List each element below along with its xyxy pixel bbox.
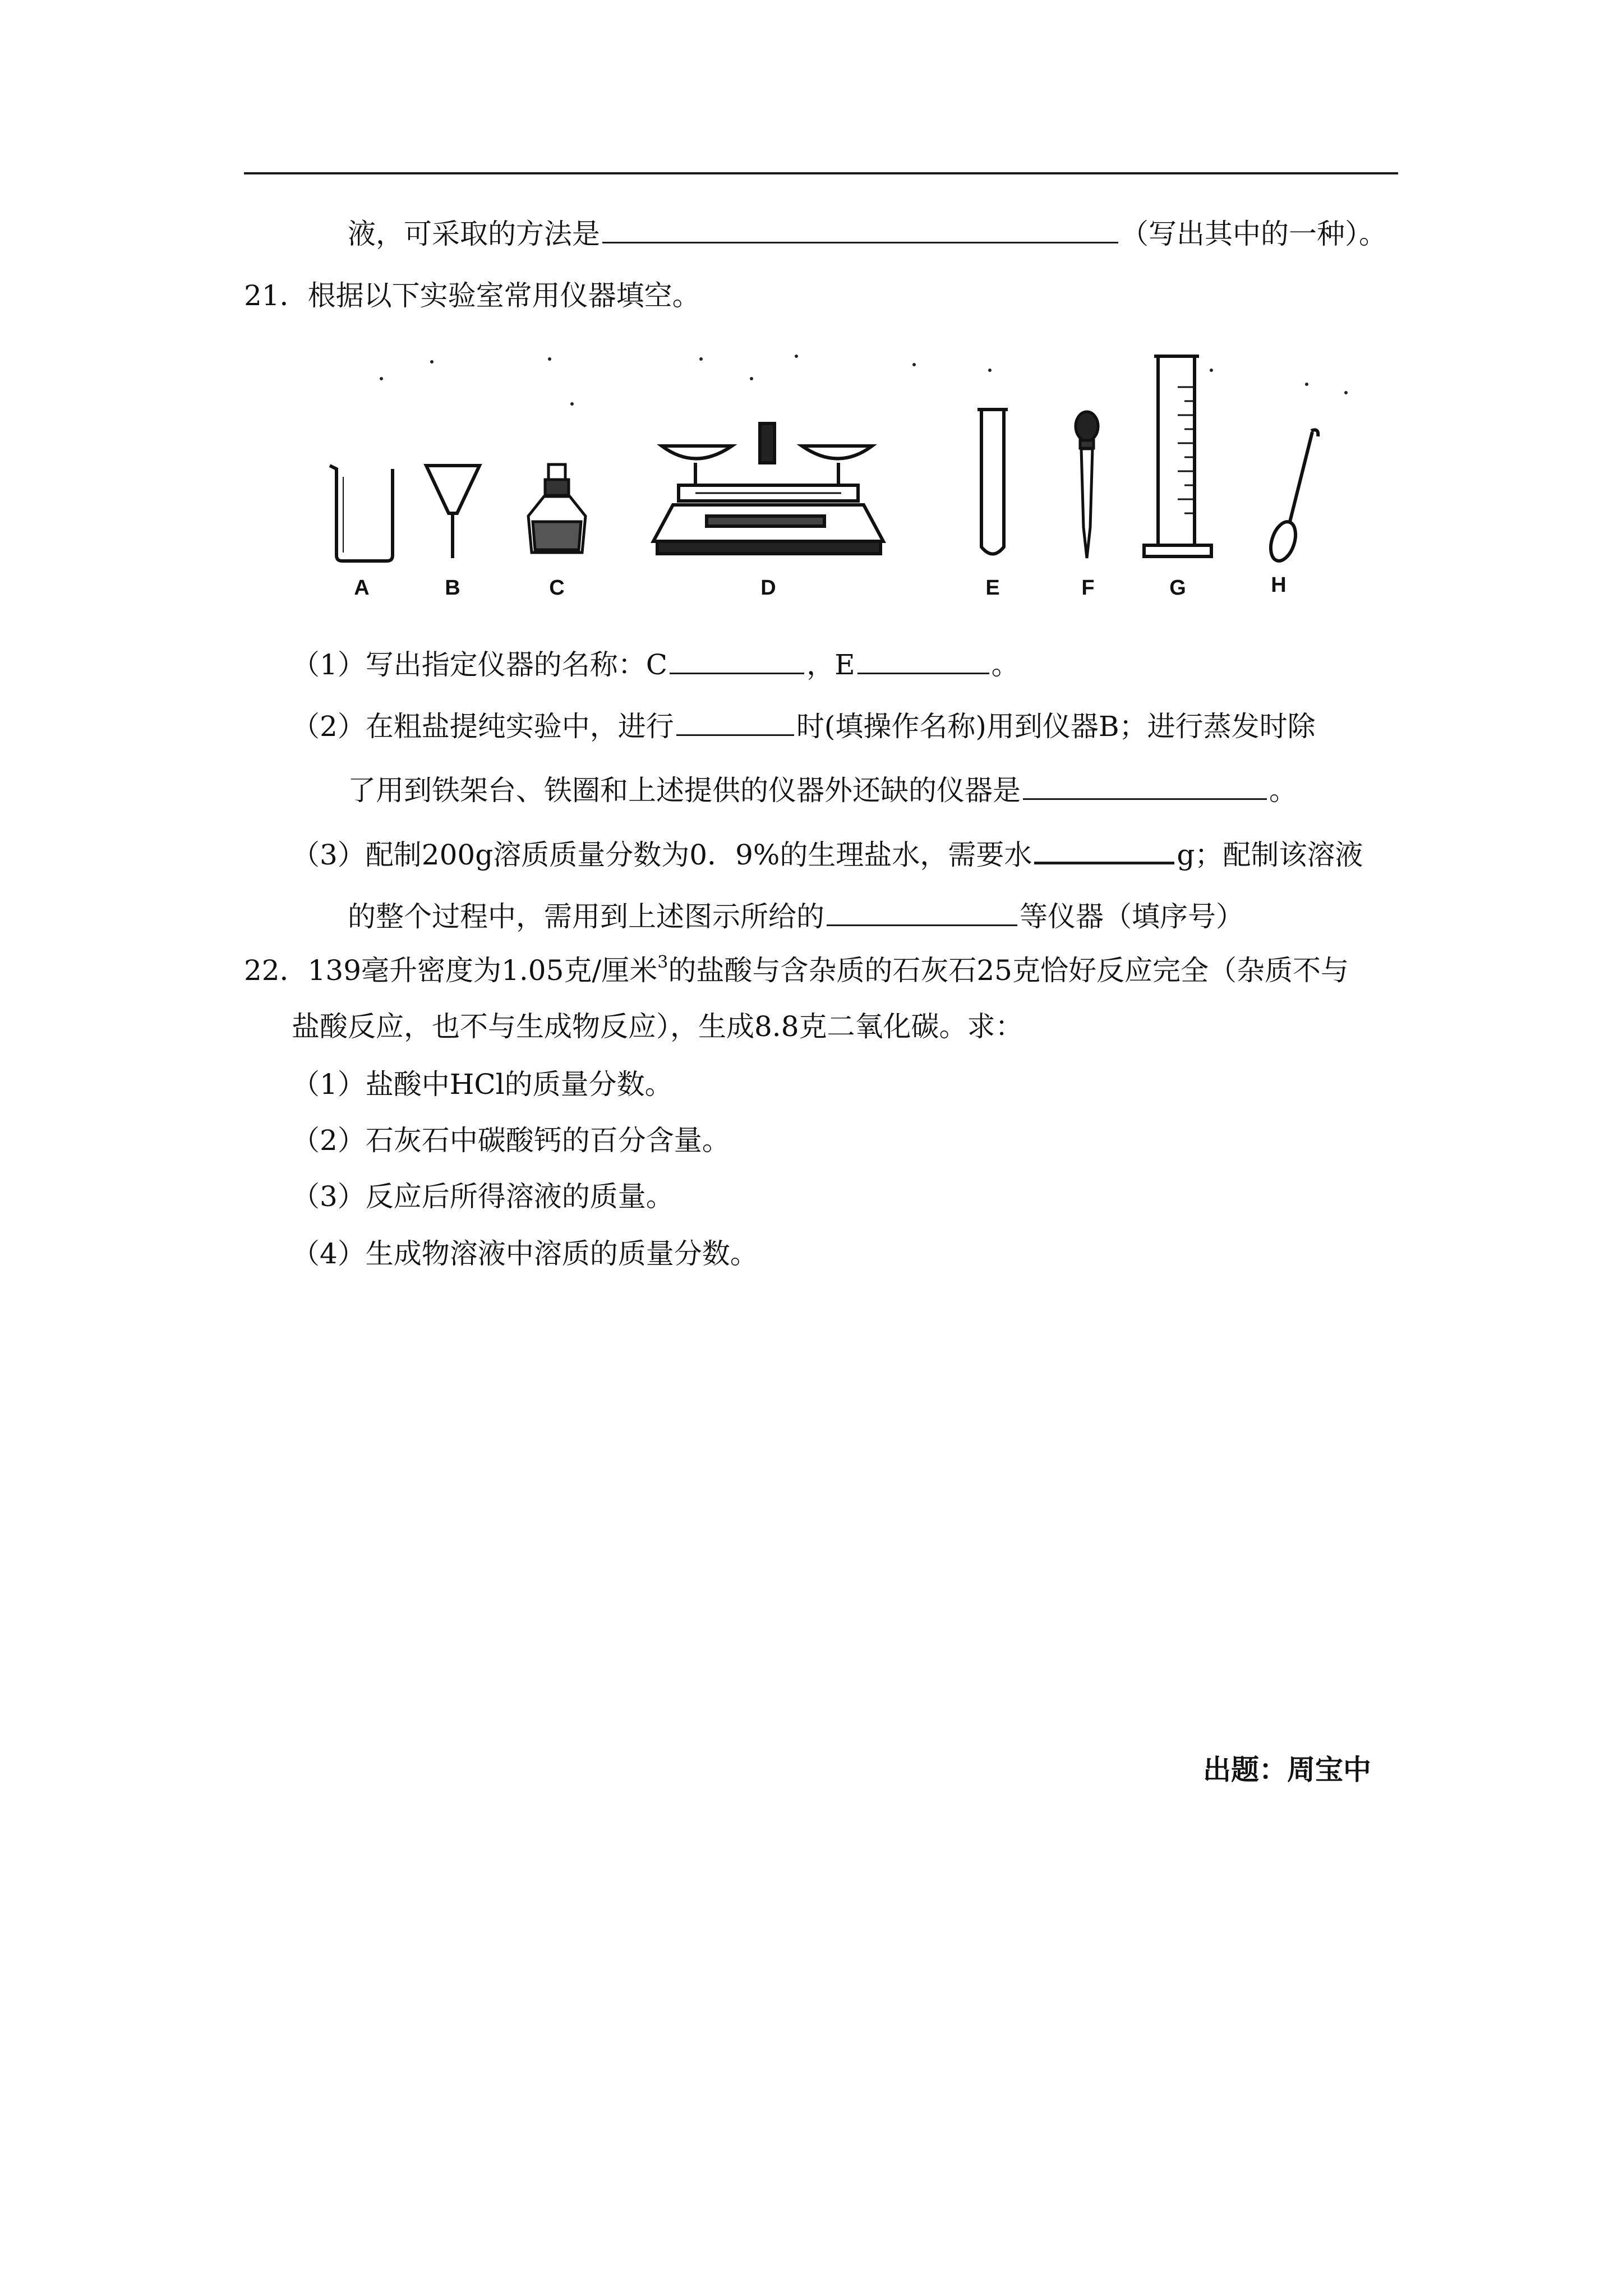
q21-part2-line2-prefix: 了用到铁架台、铁圈和上述提供的仪器外还缺的仪器是 bbox=[348, 774, 1021, 807]
test-tube-icon bbox=[978, 409, 1008, 554]
q21-part2-suffix: 时(填操作名称)用到仪器B；进行蒸发时除 bbox=[796, 710, 1316, 743]
label-a: A bbox=[354, 576, 370, 600]
label-c: C bbox=[549, 576, 565, 600]
balance-icon bbox=[653, 424, 883, 554]
q21-e-name-blank[interactable] bbox=[857, 647, 989, 674]
q22-item-4: （4）生成物溶液中溶质的质量分数。 bbox=[292, 1237, 758, 1270]
q21-part3-prefix: （3）配制200g溶质质量分数为0．9%的生理盐水，需要水 bbox=[292, 839, 1032, 871]
q20-tail-suffix: （写出其中的一种）。 bbox=[1121, 218, 1387, 250]
q21-part1-prefix: （1）写出指定仪器的名称：C bbox=[292, 648, 668, 681]
q21-part3-line1 bbox=[292, 836, 1363, 872]
q21-heading: 21．根据以下实验室常用仪器填空。 bbox=[244, 279, 700, 312]
funnel-icon bbox=[426, 466, 479, 558]
q20-answer-blank[interactable] bbox=[602, 216, 1118, 243]
q21-part2-line1 bbox=[292, 708, 1316, 743]
q21-operation-blank[interactable] bbox=[676, 708, 794, 736]
beaker-icon bbox=[330, 466, 393, 561]
q22-line1-a: 22．139毫升密度为1.05克/厘米 bbox=[244, 954, 658, 987]
label-e: E bbox=[985, 576, 1000, 600]
q21-part1-mid: ，E bbox=[806, 648, 855, 681]
q22-item-2: （2）石灰石中碳酸钙的百分含量。 bbox=[292, 1124, 730, 1157]
q21-part2-line2-suffix: 。 bbox=[1269, 774, 1297, 807]
instrument-figure bbox=[314, 337, 1357, 617]
q20-tail-prefix: 液，可采取的方法是 bbox=[348, 218, 600, 250]
q21-part3-suffix: g；配制该溶液 bbox=[1177, 839, 1363, 871]
q21-part2-prefix: （2）在粗盐提纯实验中，进行 bbox=[292, 710, 674, 743]
q22-line2: 盐酸反应，也不与生成物反应），生成8.8克二氧化碳。求： bbox=[292, 1010, 1023, 1043]
q22-line1 bbox=[244, 954, 1349, 987]
label-g: G bbox=[1169, 576, 1186, 600]
q21-part3-line2-prefix: 的整个过程中，需用到上述图示所给的 bbox=[348, 900, 824, 933]
q21-part2-line2 bbox=[348, 772, 1297, 807]
q21-part1 bbox=[292, 647, 1020, 682]
medicine-spoon-icon bbox=[1266, 430, 1318, 564]
instrument-figure-svg bbox=[314, 337, 1357, 617]
label-f: F bbox=[1081, 576, 1095, 600]
q21-instruments-blank[interactable] bbox=[827, 899, 1017, 926]
q22-item-1: （1）盐酸中HCl的质量分数。 bbox=[292, 1068, 673, 1101]
alcohol-lamp-icon bbox=[528, 464, 585, 553]
q22-item-3: （3）反应后所得溶液的质量。 bbox=[292, 1180, 674, 1213]
q21-water-mass-blank[interactable] bbox=[1034, 836, 1174, 864]
q21-part3-line2-suffix: 等仪器（填序号） bbox=[1020, 900, 1244, 933]
label-h: H bbox=[1271, 573, 1287, 597]
q21-part1-suffix: 。 bbox=[991, 648, 1020, 681]
header-rule bbox=[244, 172, 1398, 174]
label-d: D bbox=[760, 576, 776, 600]
dropper-icon bbox=[1076, 412, 1098, 558]
q21-c-name-blank[interactable] bbox=[670, 647, 804, 674]
q22-line1-b: 的盐酸与含杂质的石灰石25克恰好反应完全（杂质不与 bbox=[668, 954, 1349, 987]
q20-tail-line bbox=[348, 216, 1387, 251]
author-credit: 出题：周宝中 bbox=[1203, 1754, 1371, 1786]
graduated-cylinder-icon bbox=[1144, 356, 1211, 556]
q21-part3-line2 bbox=[348, 899, 1244, 933]
q21-missing-instrument-blank[interactable] bbox=[1023, 772, 1267, 800]
label-b: B bbox=[445, 576, 460, 600]
q22-superscript: 3 bbox=[657, 953, 668, 972]
